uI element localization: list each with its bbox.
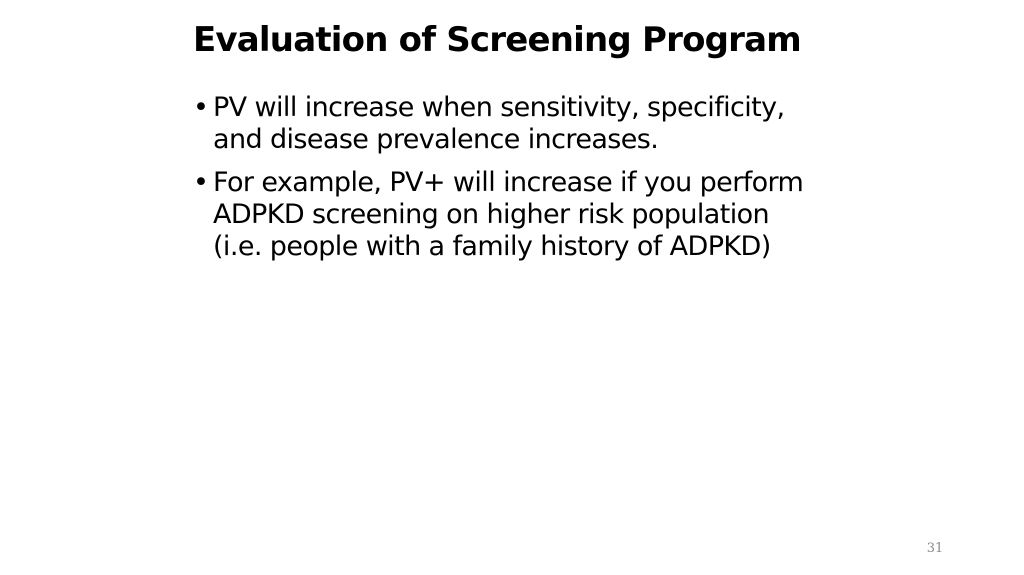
page-number: 31 <box>926 541 944 556</box>
bullet-list <box>193 92 913 274</box>
bullet-icon: • <box>193 92 209 123</box>
bullet-item <box>193 167 913 263</box>
bullet-text: PV will increase when sensitivity, specificity, and disease prevalence increases. <box>213 92 785 155</box>
slide-title: Evaluation of Screening Program <box>193 20 801 60</box>
bullet-text: For example, PV+ will increase if you perform ADPKD screening on higher risk population (i.e. people with a family history of ADPKD) <box>213 167 804 262</box>
bullet-item <box>193 92 913 156</box>
bullet-icon: • <box>193 167 209 198</box>
